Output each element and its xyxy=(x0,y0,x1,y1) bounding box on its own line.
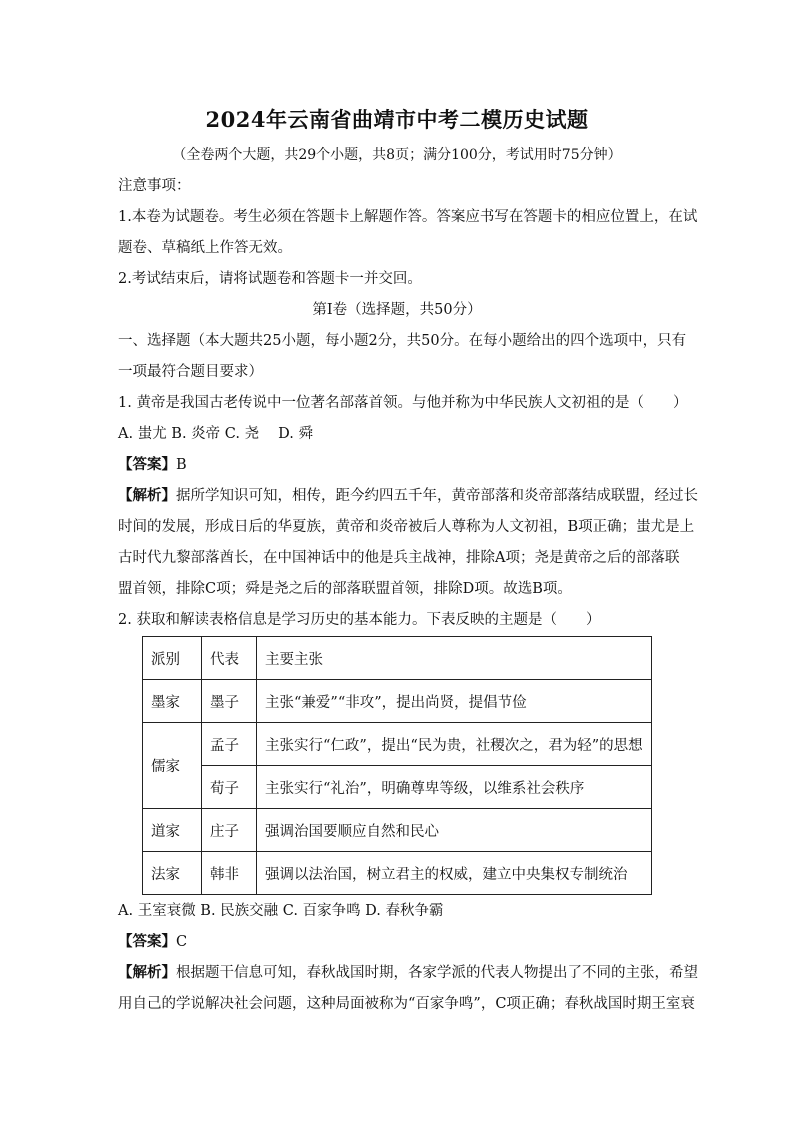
table-header: 主要主张 xyxy=(257,637,652,680)
table-row xyxy=(143,680,652,723)
question-2-options: A. 王室衰微 B. 民族交融 C. 百家争鸣 D. 春秋争霸 xyxy=(118,903,444,919)
table-cell: 强调治国要顺应自然和民心 xyxy=(257,809,652,852)
table-header-row xyxy=(143,637,652,680)
table-row xyxy=(143,852,652,895)
answer-label: 【答案】 xyxy=(118,933,176,950)
analysis-text: 据所学知识可知，相传，距今约四五千年，黄帝部落和炎帝部落结成联盟，经过长 xyxy=(176,488,698,504)
question-1-answer xyxy=(118,455,187,475)
analysis-text: 古时代九黎部落酋长，在中国神话中的他是兵主战神，排除A项；尧是黄帝之后的部落联 xyxy=(118,550,680,566)
table-row xyxy=(143,766,652,809)
question-2-stem: 2. 获取和解读表格信息是学习历史的基本能力。下表反映的主题是（ ） xyxy=(118,612,601,628)
notice-line: 1.本卷为试题卷。考生必须在答题卡上解题作答。答案应书写在答题卡的相应位置上，在试 xyxy=(118,209,698,225)
notice-line: 题卷、草稿纸上作答无效。 xyxy=(118,240,292,256)
table-header: 代表 xyxy=(202,637,257,680)
table-cell: 荀子 xyxy=(202,766,257,809)
table-header: 派别 xyxy=(143,637,202,680)
exam-info: （全卷两个大题，共29个小题，共8页；满分100分，考试用时75分钟） xyxy=(172,147,622,163)
notice-line: 2.考试结束后，请将试题卷和答题卡一并交回。 xyxy=(118,271,422,287)
table-cell: 庄子 xyxy=(202,809,257,852)
table-cell: 孟子 xyxy=(202,723,257,766)
part-intro: 一项最符合题目要求） xyxy=(118,364,263,380)
table-cell: 主张实行“礼治”，明确尊卑等级，以维系社会秩序 xyxy=(257,766,652,809)
analysis-text: 根据题干信息可知，春秋战国时期，各家学派的代表人物提出了不同的主张，希望 xyxy=(176,965,698,981)
analysis-text: 用自己的学说解决社会问题，这种局面被称为“百家争鸣”，C项正确；春秋战国时期王室衰 xyxy=(118,996,695,1012)
section-title: 第I卷（选择题，共50分） xyxy=(312,302,482,318)
table-cell: 主张“兼爱”“非攻”，提出尚贤，提倡节俭 xyxy=(257,680,652,723)
table-cell: 韩非 xyxy=(202,852,257,895)
question-1-stem: 1. 黄帝是我国古老传说中一位著名部落首领。与他并称为中华民族人文初祖的是（ ） xyxy=(118,395,688,411)
analysis-label: 【解析】 xyxy=(118,964,176,981)
analysis-label: 【解析】 xyxy=(118,487,176,504)
answer-label: 【答案】 xyxy=(118,456,176,473)
notice-heading: 注意事项： xyxy=(118,178,191,194)
table-cell: 道家 xyxy=(143,809,202,852)
question-1-analysis xyxy=(118,486,698,506)
schools-table xyxy=(142,636,652,895)
table-row xyxy=(143,809,652,852)
page-title: 2024年云南省曲靖市中考二模历史试题 xyxy=(205,107,589,132)
table-cell: 主张实行“仁政”，提出“民为贵，社稷次之，君为轻”的思想 xyxy=(257,723,652,766)
table-cell: 儒家 xyxy=(143,723,202,809)
table-cell: 墨子 xyxy=(202,680,257,723)
table-cell: 墨家 xyxy=(143,680,202,723)
table-cell: 法家 xyxy=(143,852,202,895)
answer-value: C xyxy=(176,934,188,950)
table-row xyxy=(143,723,652,766)
analysis-text: 时间的发展，形成日后的华夏族，黄帝和炎帝被后人尊称为人文初祖，B项正确；蚩尤是上 xyxy=(118,519,695,535)
part-intro: 一、选择题（本大题共25小题，每小题2分，共50分。在每小题给出的四个选项中，只有 xyxy=(118,333,687,349)
answer-value: B xyxy=(176,457,187,473)
question-2-analysis xyxy=(118,963,698,983)
table-cell: 强调以法治国，树立君主的权威，建立中央集权专制统治 xyxy=(257,852,652,895)
question-2-answer xyxy=(118,932,187,952)
analysis-text: 盟首领，排除C项；舜是尧之后的部落联盟首领，排除D项。故选B项。 xyxy=(118,581,572,597)
question-1-options: A. 蚩尤 B. 炎帝 C. 尧 D. 舜 xyxy=(118,426,314,442)
